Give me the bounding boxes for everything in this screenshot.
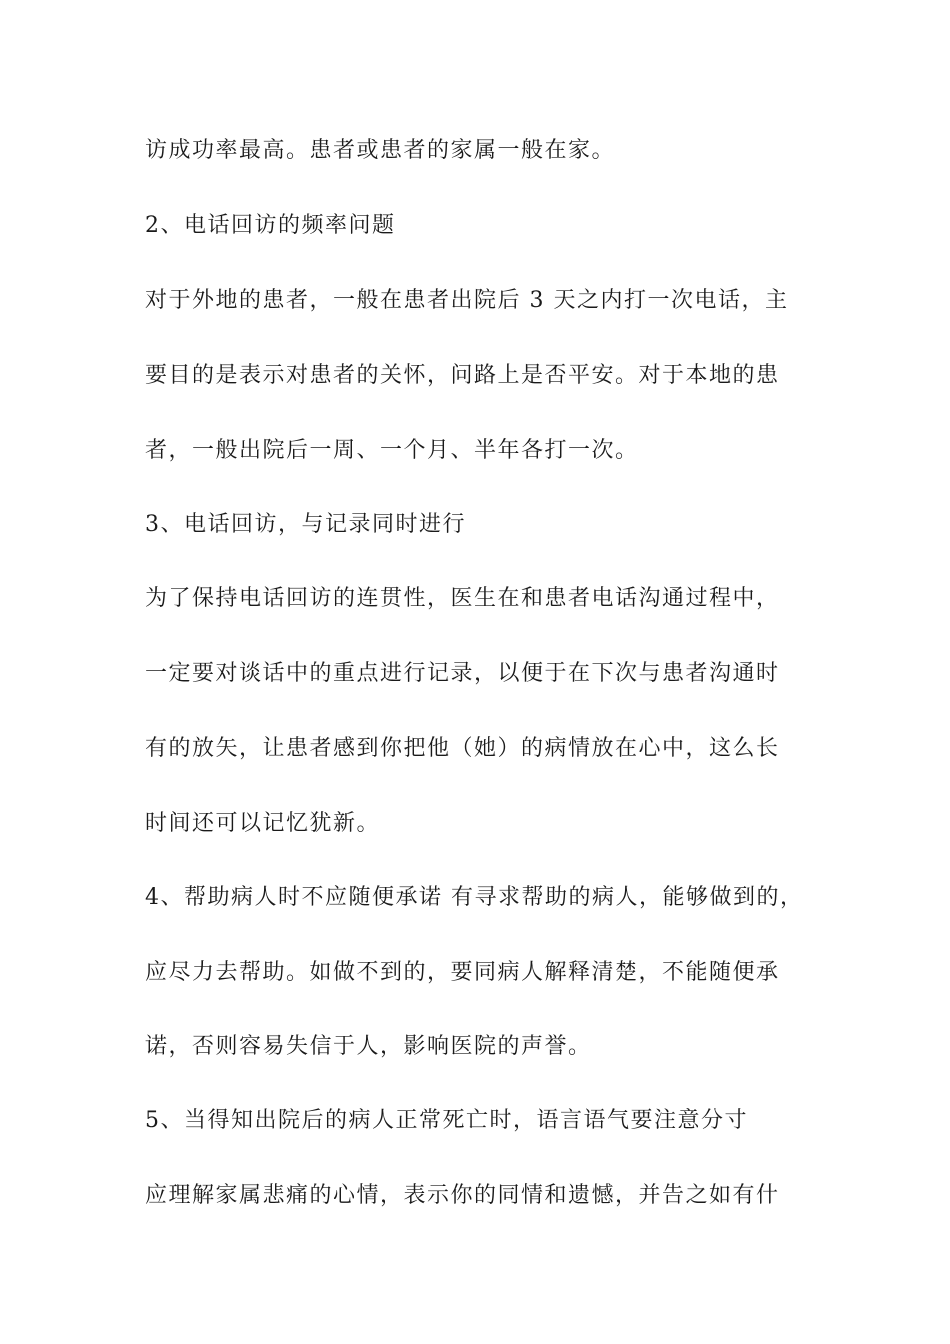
section-heading: 3、电话回访，与记录同时进行 — [145, 512, 466, 537]
section-heading: 5、当得知出院后的病人正常死亡时，语言语气要注意分寸 — [145, 1108, 748, 1133]
paragraph-line: 为了保持电话回访的连贯性，医生在和患者电话沟通过程中， — [145, 586, 780, 611]
section-heading: 4、帮助病人时不应随便承诺 有寻求帮助的病人，能够做到的， — [145, 885, 804, 910]
paragraph-line: 诺，否则容易失信于人，影响医院的声誉。 — [145, 1034, 592, 1059]
paragraph-line: 访成功率最高。患者或患者的家属一般在家。 — [145, 138, 616, 163]
section-heading: 2、电话回访的频率问题 — [145, 213, 396, 238]
paragraph-line: 一定要对谈话中的重点进行记录，以便于在下次与患者沟通时 — [145, 661, 780, 686]
paragraph-line: 者，一般出院后一周、一个月、半年各打一次。 — [145, 438, 639, 463]
paragraph-line: 应尽力去帮助。如做不到的，要同病人解释清楚，不能随便承 — [145, 960, 780, 985]
paragraph-line: 有的放矢，让患者感到你把他（她）的病情放在心中，这么长 — [145, 736, 780, 761]
paragraph-line: 时间还可以记忆犹新。 — [145, 811, 381, 836]
paragraph-line: 对于外地的患者，一般在患者出院后 3 天之内打一次电话，主 — [145, 288, 789, 313]
paragraph-line: 要目的是表示对患者的关怀，问路上是否平安。对于本地的患 — [145, 363, 780, 388]
paragraph-line: 应理解家属悲痛的心情，表示你的同情和遗憾，并告之如有什 — [145, 1183, 780, 1208]
